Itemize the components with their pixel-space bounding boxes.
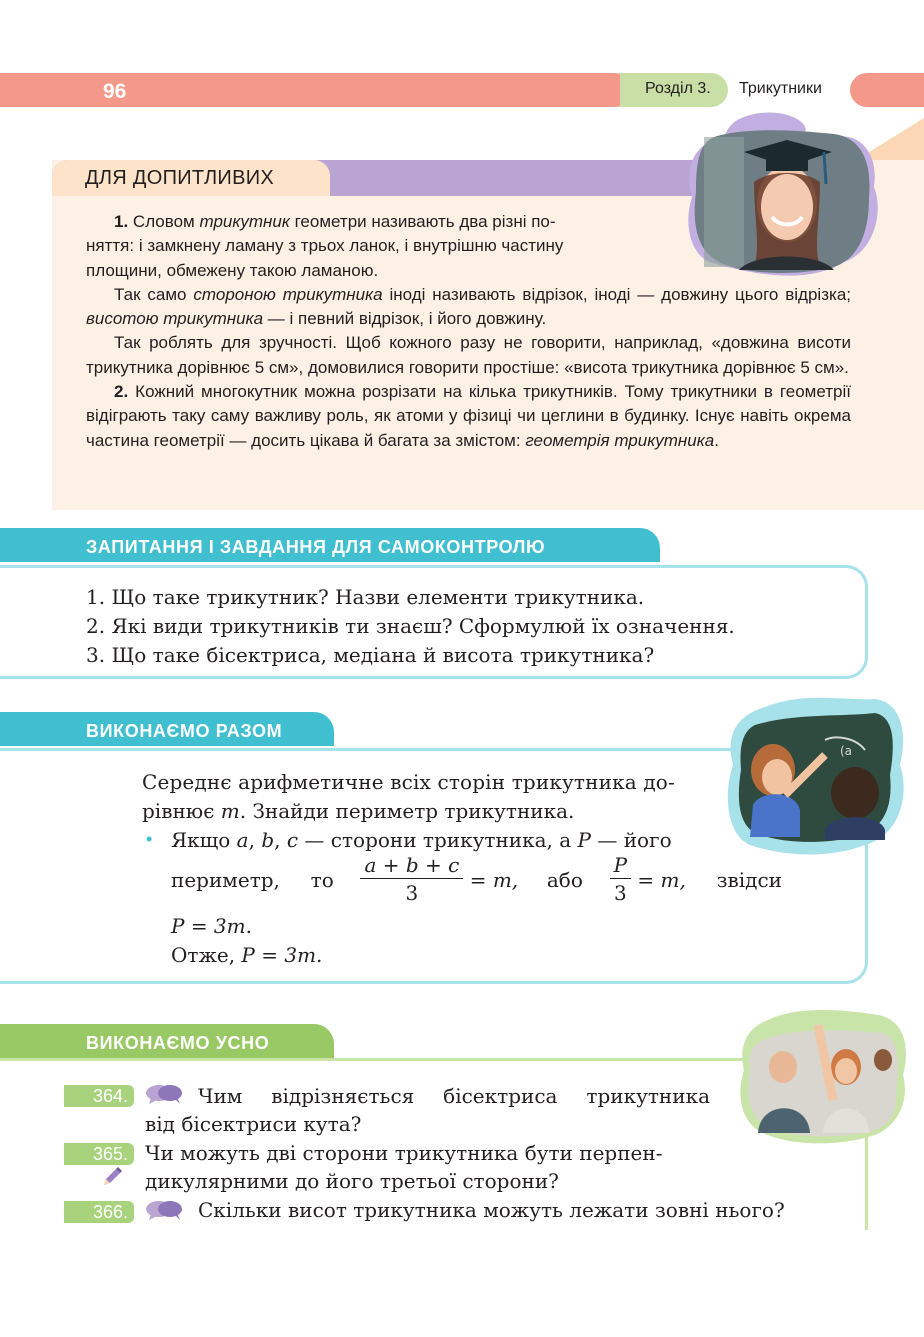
curious-title: ДЛЯ ДОПИТЛИВИХ xyxy=(85,167,275,189)
bullet-dot-icon: • xyxy=(146,829,153,849)
term: геометрія трикутника xyxy=(525,430,715,450)
variable: c xyxy=(286,828,299,852)
question-list xyxy=(86,583,735,670)
section-label: Розділ 3. xyxy=(645,80,711,97)
text: . xyxy=(714,430,719,450)
text: Отже, xyxy=(171,943,242,967)
equation-part: = m, xyxy=(637,867,686,892)
question-item: 3. Що таке бісектриса, медіана й висота трикутника? xyxy=(86,643,655,667)
task-number: 366. xyxy=(64,1201,134,1223)
term: стороною трикутника xyxy=(193,284,383,304)
numerator: a + b + c xyxy=(360,852,463,879)
section-title: ВИКОНАЄМО РАЗОМ xyxy=(86,721,283,741)
fraction xyxy=(610,852,631,907)
section-title: ЗАПИТАННЯ І ЗАВДАННЯ ДЛЯ САМОКОНТРОЛЮ xyxy=(86,537,546,557)
variable: m xyxy=(220,799,240,823)
equation: P = 3m. xyxy=(171,914,252,938)
text: або xyxy=(546,867,583,892)
denominator: 3 xyxy=(613,881,627,905)
text: то xyxy=(310,867,334,892)
chat-bubbles-icon xyxy=(145,1199,183,1221)
svg-text:(a: (a xyxy=(840,744,853,758)
chat-bubbles-icon xyxy=(145,1083,183,1105)
self-control-header xyxy=(0,528,660,562)
task-line: від бісектриси кута? xyxy=(145,1112,362,1136)
text: периметр, xyxy=(171,867,280,892)
paragraph-number: 2. xyxy=(114,382,129,402)
text: — його xyxy=(591,828,672,852)
paragraph: Так роблять для зручності. Щоб кожного разу не говорити, наприклад, «довжина висоти трикутника дорівнює 5 см», домовилися говорити простіше: «висота трикутника дорівнює 5 см». xyxy=(86,333,851,377)
curious-text xyxy=(86,210,851,453)
task-number: 364. xyxy=(64,1085,134,1107)
text: , xyxy=(274,828,281,852)
solution-result xyxy=(171,912,322,970)
text-line: няття: і замкнену ламану з трьох ланок, і внутрішню частину xyxy=(86,236,564,256)
task-number: 365. xyxy=(64,1143,134,1165)
text: іноді називають відрізок, іноді — довжину цього відрізка; xyxy=(382,284,851,304)
section-title: ВИКОНАЄМО УСНО xyxy=(86,1033,270,1053)
text: Словом xyxy=(128,212,200,231)
variable: a xyxy=(236,828,249,852)
term: висотою трикутника xyxy=(86,309,264,329)
together-header xyxy=(0,712,334,746)
term: трикутник xyxy=(199,212,290,231)
text: Кожний многокутник можна розрізати на кілька трикутників. Тому трикутники в геометрії відіграють таку саму важливу роль, як атоми у фізиці чи цеглини в будинку. Існує навіть окрема частина геометрії — досить цікава й багата за змістом: xyxy=(86,382,851,450)
question-item: 2. Які види трикутників ти знаєш? Сформулюй їх означення. xyxy=(86,614,735,638)
section-name: Трикутники xyxy=(739,80,822,97)
text: — сторони трикутника, а xyxy=(298,828,578,852)
text: , xyxy=(248,828,255,852)
task-line: Чи можуть дві сторони трикутника бути перпен- xyxy=(145,1141,663,1165)
task-line: Скільки висот трикутника можуть лежати зовні нього? xyxy=(198,1198,785,1222)
equation: P = 3m. xyxy=(241,943,323,967)
text: . Знайди периметр трикутника. xyxy=(239,799,575,823)
classroom-photo xyxy=(738,1005,910,1145)
task-line: дикулярними до його третьої сторони? xyxy=(145,1169,559,1193)
together-task xyxy=(142,768,727,826)
denominator: 3 xyxy=(405,881,419,905)
text: Якщо xyxy=(171,828,237,852)
paragraph-number: 1. xyxy=(114,212,129,231)
pencil-icon xyxy=(100,1165,124,1189)
text: рівнює xyxy=(142,799,221,823)
kids-blackboard-photo xyxy=(725,695,910,860)
question-item: 1. Що таке трикутник? Назви елементи трикутника. xyxy=(86,585,645,609)
equation-part: = m, xyxy=(469,867,519,892)
variable: b xyxy=(261,828,275,852)
variable: P xyxy=(577,828,592,852)
oral-header xyxy=(0,1024,334,1058)
text: звідси xyxy=(716,867,782,892)
text: геометри називають два різні по- xyxy=(289,212,556,231)
page-number: 96 xyxy=(103,80,127,103)
text: Так само xyxy=(114,284,194,304)
solution-line1 xyxy=(171,826,672,855)
numerator: P xyxy=(610,852,631,879)
text-line: площини, обмежену такою ламаною. xyxy=(86,260,379,280)
task-line: Чим відрізняється бісектриса трикутника xyxy=(198,1084,710,1108)
text: — і певний відрізок, і його довжину. xyxy=(263,309,547,329)
task-line: Середнє арифметичне всіх сторін трикутника до- xyxy=(142,770,675,794)
fraction xyxy=(360,852,463,907)
solution-formula xyxy=(171,852,782,907)
